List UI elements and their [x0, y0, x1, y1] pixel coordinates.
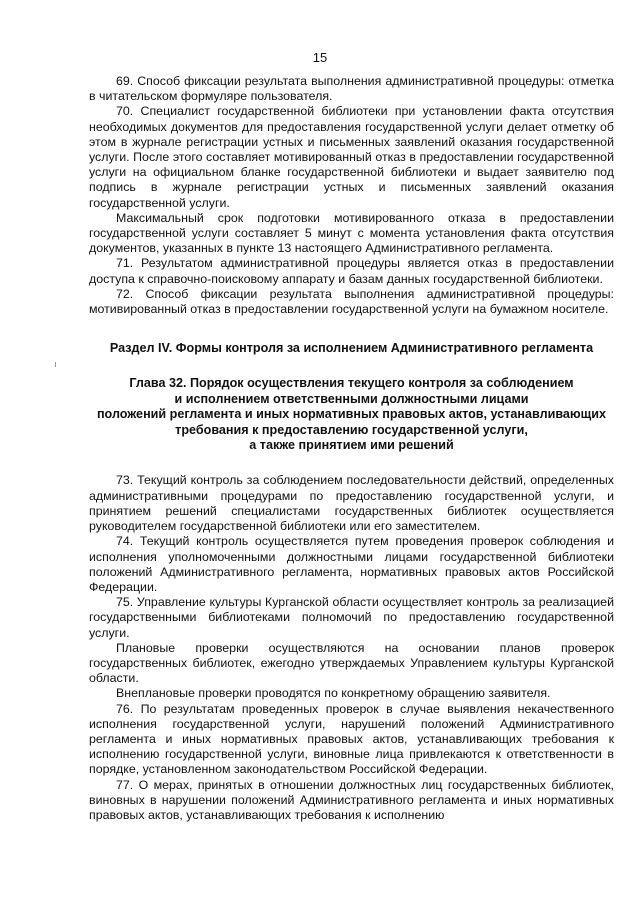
paragraph-75-unplanned: Внеплановые проверки проводятся по конкретному обращению заявителя. — [116, 686, 551, 701]
paragraph-74: 74. Текущий контроль осуществляется путем проведения проверок соблюдения и исполнения уполномоченными должностными лицами государственной библиотеки положений Административного регламента, нормативных правовых актов Российской Федерации. — [89, 534, 614, 594]
paragraph-75: 75. Управление культуры Курганской области осуществляет контроль за реализацией государственными библиотеками полномочий по предоставлению государственной услуги. — [89, 595, 614, 640]
chapter-heading-line: а также принятием ими решений — [249, 438, 454, 453]
paragraph-69: 69. Способ фиксации результата выполнения административной процедуры: отметка в читательском формуляре пользователя. — [89, 74, 614, 104]
section-heading: Раздел IV. Формы контроля за исполнением Административного регламента — [109, 341, 594, 356]
chapter-heading-line: положений регламента и иных нормативных правовых актов, устанавливающих — [96, 407, 607, 422]
document-body — [89, 74, 614, 823]
margin-mark — [55, 362, 56, 367]
paragraph-73: 73. Текущий контроль за соблюдением последовательности действий, определенных административными процедурами по предоставлению государственной услуги, и принятием решений специалистами государственных библиотек осуществляется руководителем государственной библиотеки или его заместителем. — [89, 473, 614, 534]
chapter-heading-line: требования к предоставлению государственной услуги, — [175, 422, 528, 437]
chapter-heading — [89, 376, 614, 453]
paragraph-76: 76. По результатам проведенных проверок в случае выявления некачественного исполнения государственной услуги, нарушений положений Административного регламента и иных нормативных правовых актов, устанавливающих требования к исполнению государственной услуги, виновные лица привлекаются к ответственности в порядке, установленном законодательством Российской Федерации. — [89, 701, 614, 777]
page-number: 15 — [312, 50, 328, 65]
paragraph-70: 70. Специалист государственной библиотеки при установлении факта отсутствия необходимых документов для предоставления государственной услуги делает отметку об этом в журнале регистрации устных и письменных заявлений оказания государственной услуги. После этого составляет мотивированный отказ в предоставлении государственной услуги на официальном бланке государственной библиотеки и выдает заявителю под подпись в журнале регистрации устных и письменных заявлений оказания государственной услуги. — [89, 104, 614, 210]
paragraph-77: 77. О мерах, принятых в отношении должностных лиц государственных библиотек, виновных в нарушении положений Административного регламента и иных нормативных правовых актов, устанавливающих требования к исполнению — [89, 777, 614, 822]
paragraph-72: 72. Способ фиксации результата выполнения административной процедуры: мотивированный отказ в предоставлении государственной услуги на бумажном носителе. — [89, 286, 614, 317]
chapter-heading-line: Глава 32. Порядок осуществления текущего контроля за соблюдением — [129, 376, 574, 391]
chapter-heading-line: и исполнением ответственными должностными лицами — [174, 391, 529, 406]
paragraph-75-planned: Плановые проверки осуществляются на основании планов проверок государственных библиотек, ежегодно утверждаемых Управлением культуры Курганской области. — [89, 640, 614, 686]
paragraph-70-max-term: Максимальный срок подготовки мотивированного отказа в предоставлении государственной услуги составляет 5 минут с момента установления факта отсутствия документов, указанных в пункте 13 настоящего Административного регламента. — [89, 210, 614, 256]
paragraph-71: 71. Результатом административной процедуры является отказ в предоставлении доступа к справочно-поисковому аппарату и базам данных государственной библиотеки. — [89, 256, 614, 286]
